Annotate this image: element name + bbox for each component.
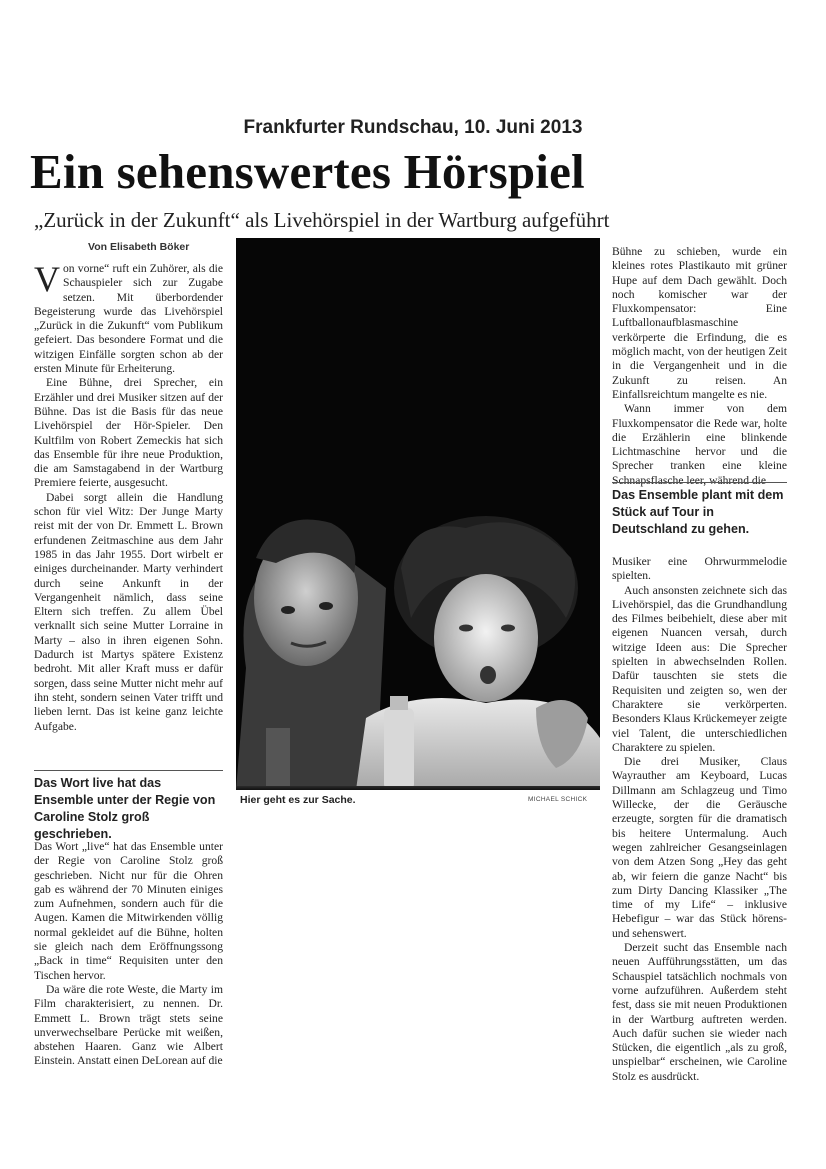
article-column-left [34, 259, 223, 810]
paragraph: Da wäre die rote Weste, die Marty im Film charakterisiert, zu nennen. Dr. Emmett L. Brown trägt stets seine unverwechselbare Perücke mit weißen, abstehen Haaren. Ganz wie Albert Einstein. Anstatt einen DeLorean auf die [34, 982, 223, 1068]
paragraph: Derzeit sucht das Ensemble nach neuen Aufführungsstätten, um das Schauspiel tatsächlich nochmals von vorne aufzuführen. Außerdem steht fest, dass sie mit neuen Produktionen in der Wartburg auftreten werden. Auch dafür suchen sie wieder nach Stücken, die eigentlich „als zu groß, unspielbar“ erscheinen, wie Caroline Stolz es ausdrückt. [612, 941, 787, 1083]
article-column-left-continued [34, 840, 223, 1120]
paragraph: Eine Bühne, drei Sprecher, ein Erzähler und drei Musiker sitzen auf der Bühne. Das ist die Basis für das neue Livehörspiel der Hör-Spieler. Den Kultfilm von Robert Zemeckis hat sich das Ensemble für ihre neue Produktion, die am Samstagabend in der Wartburg Premiere feierte, ausgesucht. [34, 376, 223, 490]
paragraph: Bühne zu schieben, wurde ein kleines rotes Plastikauto mit grüner Hupe auf dem Dach gewählt. Doch noch komischer war der Fluxkompensator: Eine Luftballonaufblasmaschine verkörperte die Erfindung, die es möglich macht, von der heutigen Zeit in die Vergangenheit und in die Zukunft zu reisen. An Einfallsreichtum mangelte es nie. [612, 245, 787, 401]
headline: Ein sehenswertes Hörspiel [30, 144, 585, 199]
subheadline: „Zurück in der Zukunft“ als Livehörspiel in der Wartburg aufgeführt [34, 208, 610, 232]
source-line: Frankfurter Rundschau, 10. Juni 2013 [243, 117, 583, 138]
drop-cap: V [34, 259, 60, 299]
pull-quote-left: Das Wort live hat das Ensemble unter der Regie von Caroline Stolz groß geschrieben. [34, 770, 223, 843]
paragraph: Musiker eine Ohrwurmmelodie spielten. [612, 555, 787, 583]
byline: Von Elisabeth Böker [88, 241, 190, 253]
paragraph: Wann immer von dem Fluxkompensator die Rede war, holte die Erzählerin eine blinkende Lichtmaschine hervor und die Sprecher tranken eine kleine Schnapsflasche leer, während die [612, 402, 787, 487]
paragraph [34, 259, 223, 376]
paragraph: Dabei sorgt allein die Handlung schon für viel Witz: Der Junge Marty reist mit der von Dr. Emmett L. Brown erfundenen Zeitmaschine aus dem Jahr 1985 in das Jahr 1955. Dort wirbelt er einiges durcheinander. Marty verhindert durch seine Ankunft in der Vergangenheit nämlich, dass seine Eltern sich treffen. Zu allem Übel verknallt sich seine Mutter Lorraine in Marty – also in ihren eigenen Sohn. Dadurch ist Martys spätere Existenz bedroht. Mit aller Kraft muss er dafür sorgen, dass seine Mutter nicht mehr auf ihn steht, sondern seinen Vater trifft und lieben lernt. Das ist keine ganz leichte Aufgabe. [34, 490, 223, 733]
article-column-right-continued [612, 555, 787, 1110]
photo-credit: MICHAEL SCHICK [528, 796, 588, 803]
photo-illustration [236, 238, 600, 790]
article-column-right [612, 245, 787, 487]
paragraph: Auch ansonsten zeichnete sich das Livehörspiel, das die Grundhandlung des Filmes beibehielt, diese aber mit eigenen Nuancen versah, durch witzige Ideen aus: Die Sprecher spielten in abwechselnden Rollen. Dafür tauschten sie stets die Requisiten und zeigten so, wen der Charaktere sie verkörperten. Besonders Klaus Krückemeyer zeigte viel Talent, die unterschiedlichen Charaktere zu spielen. [612, 583, 787, 754]
paragraph-text: on vorne“ ruft ein Zuhörer, als die Schauspieler sich zur Zugabe setzen. Mit überbordender Begeisterung wurde das Livehörspiel „Zurück in die Zukunft“ vom Publikum gefeiert. Das besondere Format und die witzigen Einfälle sorgten schon ab der ersten Minute für Erheiterung. [34, 262, 223, 376]
article-photo [236, 238, 600, 790]
pull-quote-right: Das Ensemble plant mit dem Stück auf Tour in Deutschland zu gehen. [612, 482, 787, 538]
paragraph: Die drei Musiker, Claus Wayrauther am Keyboard, Lucas Dillmann am Schlagzeug und Timo Willecke, der die Geräusche erzeugte, sorgten für die dramatisch bis heitere Untermalung. Auch wegen zahlreicher Gesangseinlagen von dem Atzen Song „Hey das geht ab, wir feiern die ganze Nacht“ bis zum Dirty Dancing Klassiker „The time of my Life“ – inklusive Hebefigur – war das Stück hörens- und sehenswert. [612, 755, 787, 940]
photo-caption: Hier geht es zur Sache. [240, 794, 356, 806]
paragraph: Das Wort „live“ hat das Ensemble unter der Regie von Caroline Stolz groß geschrieben. Nicht nur für die Ohren gab es während der 70 Minuten einiges zum Aufnehmen, sondern auch für die Augen. Kamen die Mitwirkenden völlig normal gekleidet auf die Bühne, holten sie gleich nach dem Eröffnungssong „Back in time“ Requisiten unter den Tischen hervor. [34, 840, 223, 982]
